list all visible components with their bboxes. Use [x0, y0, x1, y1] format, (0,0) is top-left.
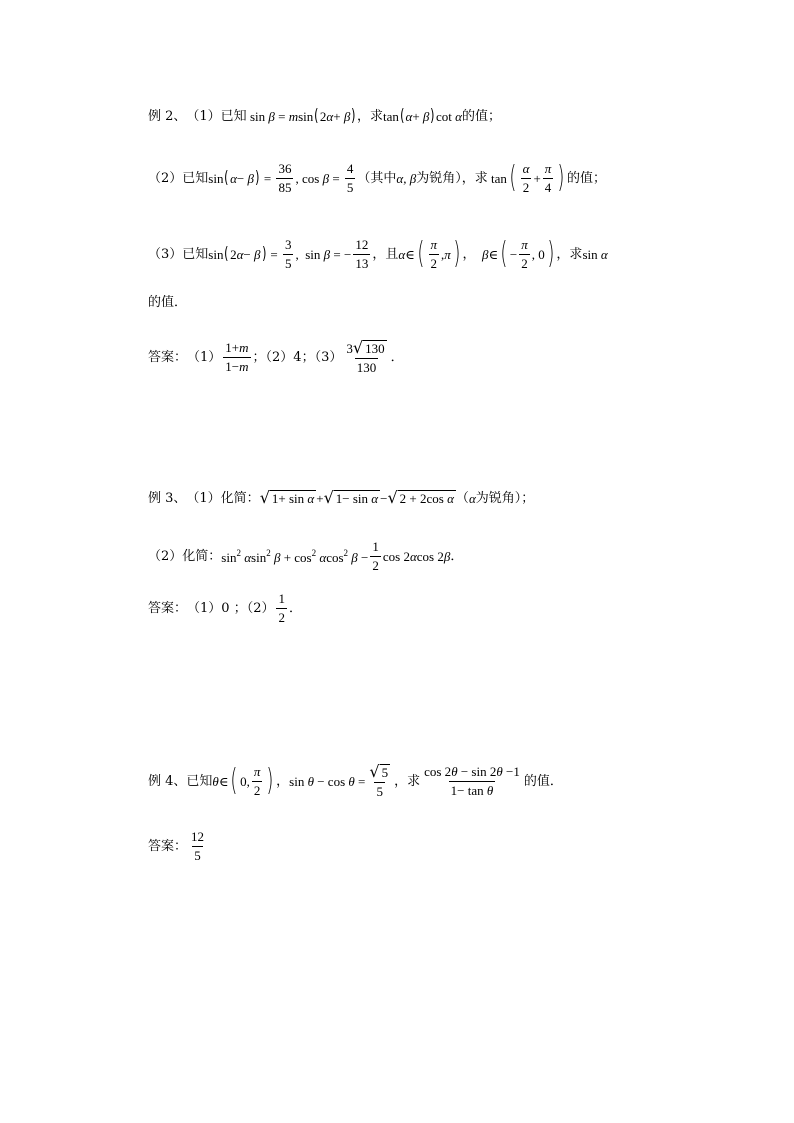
ex3-p1-alpha: α [468, 490, 476, 506]
ex2-p1-mid: ，求 [356, 109, 383, 124]
ex2-ans-frac-sqrt130: 3 √ 130 130 [346, 338, 385, 376]
ex2-frac-pi-2: $\frac{\pi}{2}$ [430, 237, 438, 271]
ex2-frac-alpha-2: $\frac{\alpha}{2}$ [522, 161, 530, 195]
ex4-frac-main: $\frac{\cos 2\theta - \sin 2\theta -1}{\text{1− tan θ}}$ [424, 764, 520, 798]
ex2-p2-end: 的值； [567, 170, 607, 186]
ex4-answer [148, 830, 208, 862]
ex3-label: 例 3、 [148, 490, 187, 506]
ex2-ans-frac-m: $\frac{1+m}{1-m}$ [225, 340, 249, 374]
ex2-ans-end: ． [390, 349, 404, 365]
ex2-ans1: （1） [187, 349, 222, 365]
ex2-answer-label: 答案： [148, 349, 188, 365]
ex2-p3-alpha-in: α∈ [398, 246, 415, 262]
ex2-p2-tan: tan [487, 170, 507, 186]
ex4-frac-sqrt5-5: √ 5 5 [369, 762, 389, 800]
ex2-p2-prefix: （2）已知 [148, 170, 209, 186]
ex3-p2-formula: $\sin^2 \alpha\sin^2$ $\beta + \cos^2 \alpha\cos^2$ β − [221, 547, 369, 565]
ex2-ans2: ；（2）4；（3） [252, 349, 343, 365]
ex2-p2-lparen: ( [509, 160, 517, 196]
ex3-ans: （1）0 ；（2） [187, 600, 275, 616]
ex3-p1-paren: （ [455, 490, 469, 506]
ex2-part3: （3）已知 sin(2α− β) = $\frac{3}{5}$ , sin β = − $\frac{12}{13}$ ，且 α∈ ( $\frac{\pi}{2}$ ,π ) ， β∈ ( − $\frac{\pi}{2}$ , 0 ) ，求 sin α [148, 236, 608, 272]
ex4-theta-in: θ∈ [212, 773, 229, 789]
ex4-label: 例 4、 [148, 773, 187, 789]
ex4-mid: ， [276, 773, 290, 789]
ex3-frac-half: $\frac{1}{2}$ [372, 539, 379, 573]
ex2-frac-36-85: $\frac{36}{85}$ [278, 161, 292, 195]
ex3-p2-prefix: （2）化简： [148, 548, 222, 564]
ex2-frac-pi-4: $\frac{\pi}{4}$ [544, 161, 552, 195]
ex2-p3-seek: ，求 [556, 246, 583, 262]
ex2-p3-formula1: sin(2α− β) = [208, 243, 281, 264]
ex2-p2-cond-end: 为锐角），求 [416, 170, 488, 186]
ex4-formula1: sin θ − cos θ = [289, 773, 366, 789]
ex3-part1 [148, 490, 534, 506]
ex3-p1-prefix: （1）化简： [186, 490, 260, 506]
ex2-part2: （2）已知 sin(α− β) = $\frac{36}{85}$ , cos β = $\frac{4}{5}$ （其中 α, β 为锐角），求 tan ( $\frac{\alpha}{2}$ + $\frac{\pi}{4}$ ) 的值； [148, 160, 607, 196]
ex2-p2-formula1: sin(α− β) = [208, 167, 275, 188]
ex4-frac-pi-2: $\frac{\pi}{2}$ [253, 764, 261, 798]
ex2-p2-vars: α, β [396, 170, 417, 186]
ex2-frac-neg-pi-2: $\frac{\pi}{2}$ [521, 237, 528, 271]
ex2-p3-beta-in: β∈ [482, 246, 499, 262]
ex2-p1-end: 的值； [462, 109, 502, 124]
ex2-label: 例 2、 [148, 109, 187, 124]
ex2-answer [148, 340, 404, 375]
ex3-p1-formula: √ 1+ sin α + √ 1− sin α − √ 2 + 2cos α [259, 488, 454, 507]
ex2-p2-formula2: , cos β = [295, 170, 343, 186]
ex3-ans-end: ． [288, 600, 302, 616]
ex4-seek: ，求 [394, 773, 421, 789]
ex2-frac-3-5: $\frac{3}{5}$ [284, 237, 292, 271]
ex2-p3-formula2: , sin β = − [295, 246, 352, 262]
ex2-p1-formula: sin β = msin(2α+ β) [246, 106, 356, 126]
ex4-ans-frac: $\frac{12}{5}$ [191, 829, 205, 863]
ex2-p3-comma: ， [462, 246, 476, 262]
ex2-p3-prefix: （3）已知 [148, 246, 209, 262]
ex2-p1-target: tan(α+ β)cot α [382, 106, 462, 126]
ex2-part3-cont [148, 296, 187, 309]
ex4-prefix: 已知 [186, 773, 213, 789]
ex3-ans-frac-half: $\frac{1}{2}$ [278, 591, 285, 625]
ex2-p2-rparen: ) [557, 160, 565, 196]
ex3-part2 [148, 540, 463, 572]
ex2-p3-and: ，且 [372, 246, 399, 262]
ex2-part1 [148, 108, 501, 125]
ex2-p2-cond: （其中 [357, 170, 397, 186]
ex2-p1-prefix: （1）已知 [186, 109, 247, 124]
ex3-p2-formula2: cos 2αcos 2β [382, 548, 451, 564]
ex2-frac-4-5: $\frac{4}{5}$ [346, 161, 354, 195]
ex2-p3-target: sin α [582, 246, 608, 262]
ex3-p2-end: ． [450, 548, 464, 564]
ex2-frac-12-13: $\frac{12}{13}$ [355, 237, 369, 271]
ex3-answer-label: 答案： [148, 600, 188, 616]
ex3-p1-end: 为锐角）； [475, 490, 535, 506]
ex4-end: 的值． [523, 773, 563, 789]
ex3-answer [148, 592, 302, 624]
ex4-answer-label: 答案： [148, 838, 188, 854]
ex2-p3-cont: 的值． [148, 295, 188, 310]
ex4-question: 例 4、 已知 θ∈ ( 0, $\frac{\pi}{2}$ ) ， sin θ − cos θ = √ 5 5 ，求 $\frac{\cos 2\theta - \sin 2\theta -1}{\text{1− tan θ}}$ 的值． [148, 762, 563, 800]
